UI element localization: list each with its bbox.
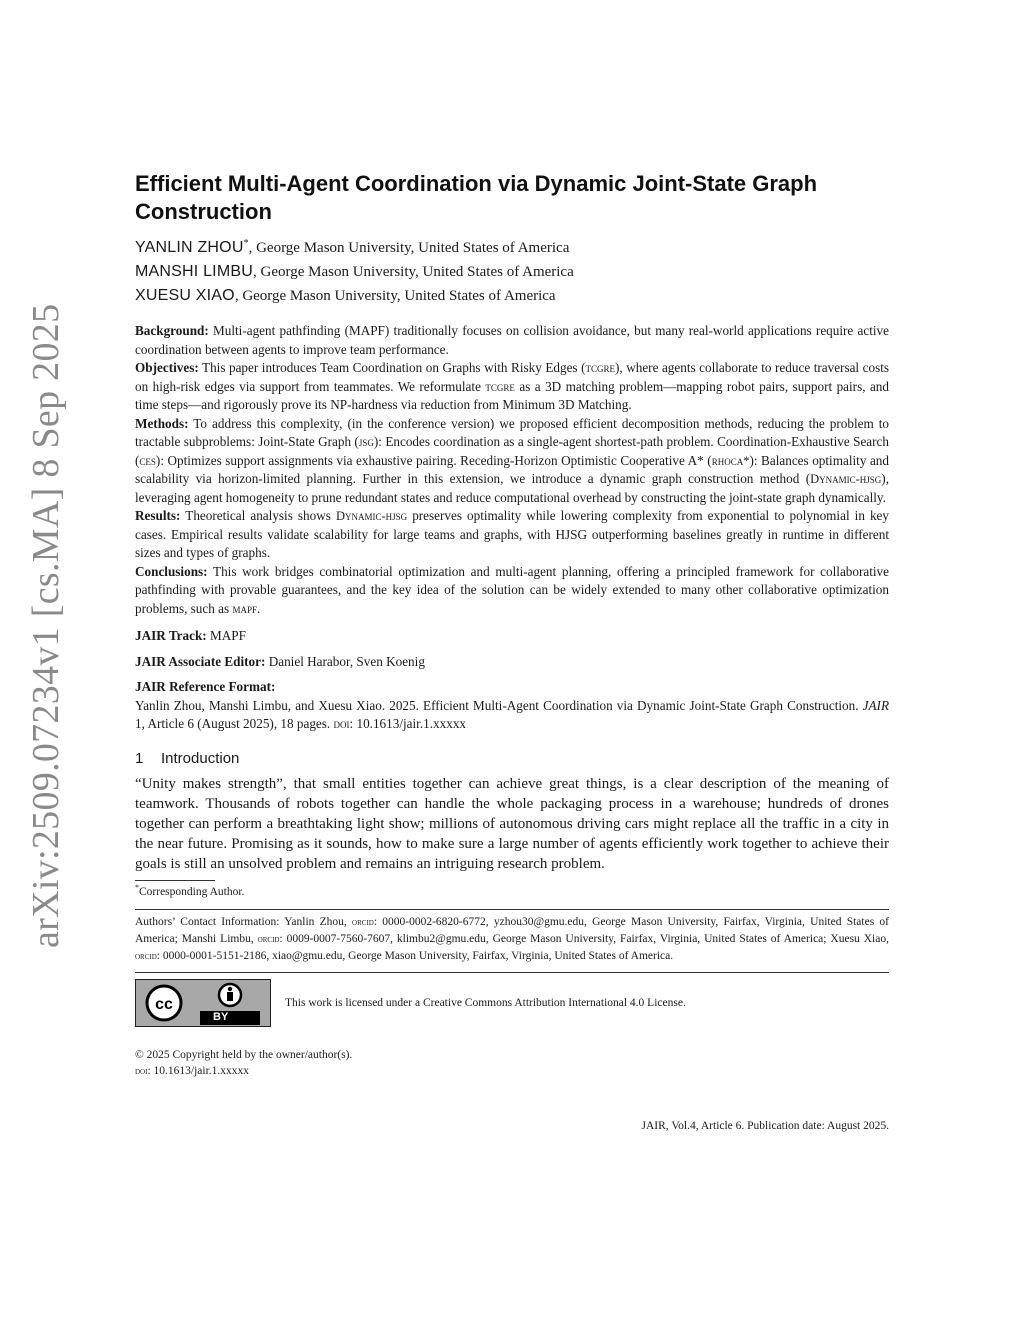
- doi-label: doi: [135, 1065, 148, 1077]
- conclusions-text: This work bridges combinatorial optimization and multi-agent planning, offering a principled framework for collaborative pathfinding with provable guarantees, and the key idea of the solution can be widely extended to many other collaborative optimization problems, such as: [135, 563, 889, 616]
- svg-text:cc: cc: [155, 995, 173, 1013]
- footnote-rule: [135, 880, 215, 881]
- orcid-label: orcid: [135, 950, 157, 962]
- footnote-text: Corresponding Author.: [139, 885, 245, 898]
- dynamic-hjsg-term: Dynamic-hjsg: [335, 509, 408, 523]
- dynamic-hjsg-term: Dynamic-hjsg: [810, 472, 882, 486]
- mapf-term: mapf: [232, 601, 257, 616]
- section-title: Introduction: [161, 749, 240, 767]
- license-text: This work is licensed under a Creative Commons Attribution International 4.0 License.: [285, 996, 686, 1009]
- abstract: [135, 322, 889, 618]
- methods-text: ): Balances optimality and scalability via horizon-limited planning. Further in this extension, we introduce a dynamic graph construction method (: [135, 452, 889, 486]
- methods-text: ): Optimizes support assignments via exhaustive pairing. Receding-Horizon Optimistic Cooperative A* (: [155, 452, 712, 468]
- orcid-label: orcid: [352, 916, 374, 928]
- editor-label: JAIR Associate Editor:: [135, 653, 266, 669]
- results-text: preserves optimality while lowering complexity from exponential to polynomial in key cases. Empirical results validate scalability for large teams and graphs, with HJSG outperforming baselines greatly in runtime in different sizes and types of graphs.: [135, 508, 890, 560]
- methods-text: To address this complexity, (in the conference version) we proposed efficient decomposition methods, reducing the problem to tractable subproblems: Joint-State Graph (: [135, 415, 890, 449]
- paper-title: Efficient Multi-Agent Coordination via Dynamic Joint-State Graph Construction: [135, 171, 818, 224]
- abstract-results: [135, 507, 889, 563]
- reference-doi: : 10.1613/jair.1.xxxxx: [349, 716, 467, 731]
- results-text: Theoretical analysis shows: [185, 508, 336, 523]
- doi-value: : 10.1613/jair.1.xxxxx: [147, 1064, 250, 1077]
- intro-paragraph: “Unity makes strength”, that small entities together can achieve great things, is a clear description of the meaning of teamwork. Thousands of robots together can handle the whole packaging process in a warehouse; hundreds of drones together can perform a breathtaking light show; millions of autonomous driving cars might replace all the traffic in a city in the near future. Promising as it sounds, how to make sure a large number of agents efficiently work together to achieve their goals is still an unsolved problem and remains an intriguing research problem.: [135, 775, 889, 872]
- arxiv-stamp: arXiv:2509.07234v1 [cs.MA] 8 Sep 2025: [25, 303, 67, 948]
- jair-editor: [135, 653, 889, 672]
- background-text: Multi-agent pathfinding (MAPF) traditionally focuses on collision avoidance, but many real-world applications require active coordination between agents to improve team performance.: [135, 323, 889, 357]
- reference-text: Yanlin Zhou, Manshi Limbu, and Xuesu Xiao. 2025. Efficient Multi-Agent Coordination via Dynamic Joint-State Graph Construction.: [135, 697, 863, 713]
- author-name: YANLIN ZHOU: [135, 239, 244, 256]
- doi-label: doi: [333, 717, 350, 731]
- author-line: [135, 236, 889, 260]
- orcid-label: orcid: [257, 933, 280, 945]
- footnote: [135, 884, 889, 900]
- section-heading: [135, 749, 889, 769]
- corresponding-mark: *: [243, 238, 249, 249]
- author-line: [135, 260, 889, 284]
- methods-text: ), leveraging agent homogeneity to prune redundant states and reduce computational overhead by constructing the joint-state graph dynamically.: [135, 471, 889, 505]
- section-number: 1: [135, 749, 144, 767]
- methods-text: ): Encodes coordination as a single-agent shortest-path problem. Coordination-Exhaustive Search (: [135, 434, 890, 468]
- author-line: [135, 284, 889, 308]
- license-row: [135, 977, 889, 1029]
- contact-text: : 0000-0001-5151-2186, xiao@gmu.edu, George Mason University, Fairfax, Virginia, United States of America.: [156, 949, 674, 962]
- abstract-objectives: [135, 359, 889, 415]
- tcgre-term: tcgre: [585, 361, 615, 375]
- copyright-doi: [135, 1063, 889, 1080]
- track-value: MAPF: [209, 628, 246, 643]
- contact-text: : 0000-0002-6820-6772, yzhou30@gmu.edu, George Mason University, Fairfax, Virginia, United States of America; Manshi Limbu,: [135, 915, 890, 945]
- cc-logo-icon: [144, 981, 264, 1025]
- objectives-text: as a 3D matching problem—mapping robot pairs, support pairs, and time steps—and rigorously prove its NP-hardness via reduction from Minimum 3D Matching.: [135, 378, 889, 412]
- author-name: XUESU XIAO: [135, 287, 235, 304]
- jair-track: [135, 627, 889, 646]
- objectives-label: Objectives:: [135, 360, 199, 375]
- conclusions-label: Conclusions:: [135, 563, 208, 579]
- author-list: [135, 236, 889, 308]
- rhoca-term: rhoca*: [711, 453, 750, 468]
- author-affiliation: , George Mason University, United States of America: [248, 240, 570, 256]
- author-affiliation: , George Mason University, United States of America: [234, 288, 556, 304]
- author-name: MANSHI LIMBU: [135, 263, 253, 280]
- copyright-line: © 2025 Copyright held by the owner/author(s).: [135, 1048, 353, 1061]
- abstract-conclusions: [135, 563, 889, 619]
- abstract-background: [135, 322, 889, 359]
- contact-information: [135, 914, 889, 965]
- contact-rule: [135, 909, 889, 910]
- results-label: Results:: [135, 508, 181, 523]
- cc-by-text: BY: [213, 1010, 229, 1023]
- cc-by-badge[interactable]: [135, 979, 271, 1027]
- author-affiliation: , George Mason University, United States of America: [252, 264, 574, 280]
- methods-label: Methods:: [135, 415, 189, 431]
- ces-term: ces: [139, 453, 156, 468]
- objectives-text: This paper introduces Team Coordination on Graphs with Risky Edges (: [202, 360, 586, 375]
- page-footer: JAIR, Vol.4, Article 6. Publication date: August 2025.: [641, 1120, 889, 1132]
- conclusions-text: .: [256, 600, 261, 616]
- objectives-text: ), where agents collaborate to reduce traversal costs on high-risk edges via support from teammates. We reformulate: [135, 360, 889, 394]
- paper-content: [135, 170, 889, 1080]
- jair-reference: [135, 678, 889, 734]
- reference-journal: JAIR: [862, 697, 889, 713]
- reference-text: 1, Article 6 (August 2025), 18 pages.: [135, 716, 334, 731]
- contact-text: : 0009-0007-7560-7607, klimbu2@gmu.edu, George Mason University, Fairfax, Virginia, United States of America; Xuesu Xiao,: [279, 932, 889, 945]
- tcgre-term: tcgre: [485, 379, 515, 394]
- background-label: Background:: [135, 323, 209, 338]
- jsg-term: jsg: [358, 435, 374, 449]
- abstract-methods: [135, 415, 889, 508]
- footnote-mark: *: [135, 882, 139, 892]
- editor-value: Daniel Harabor, Sven Koenig: [268, 653, 425, 669]
- reference-label: JAIR Reference Format:: [135, 679, 276, 694]
- track-label: JAIR Track:: [135, 628, 207, 643]
- contact-text: Authors’ Contact Information: Yanlin Zhou,: [135, 915, 353, 928]
- copyright: [135, 1047, 889, 1080]
- license-rule: [135, 972, 889, 973]
